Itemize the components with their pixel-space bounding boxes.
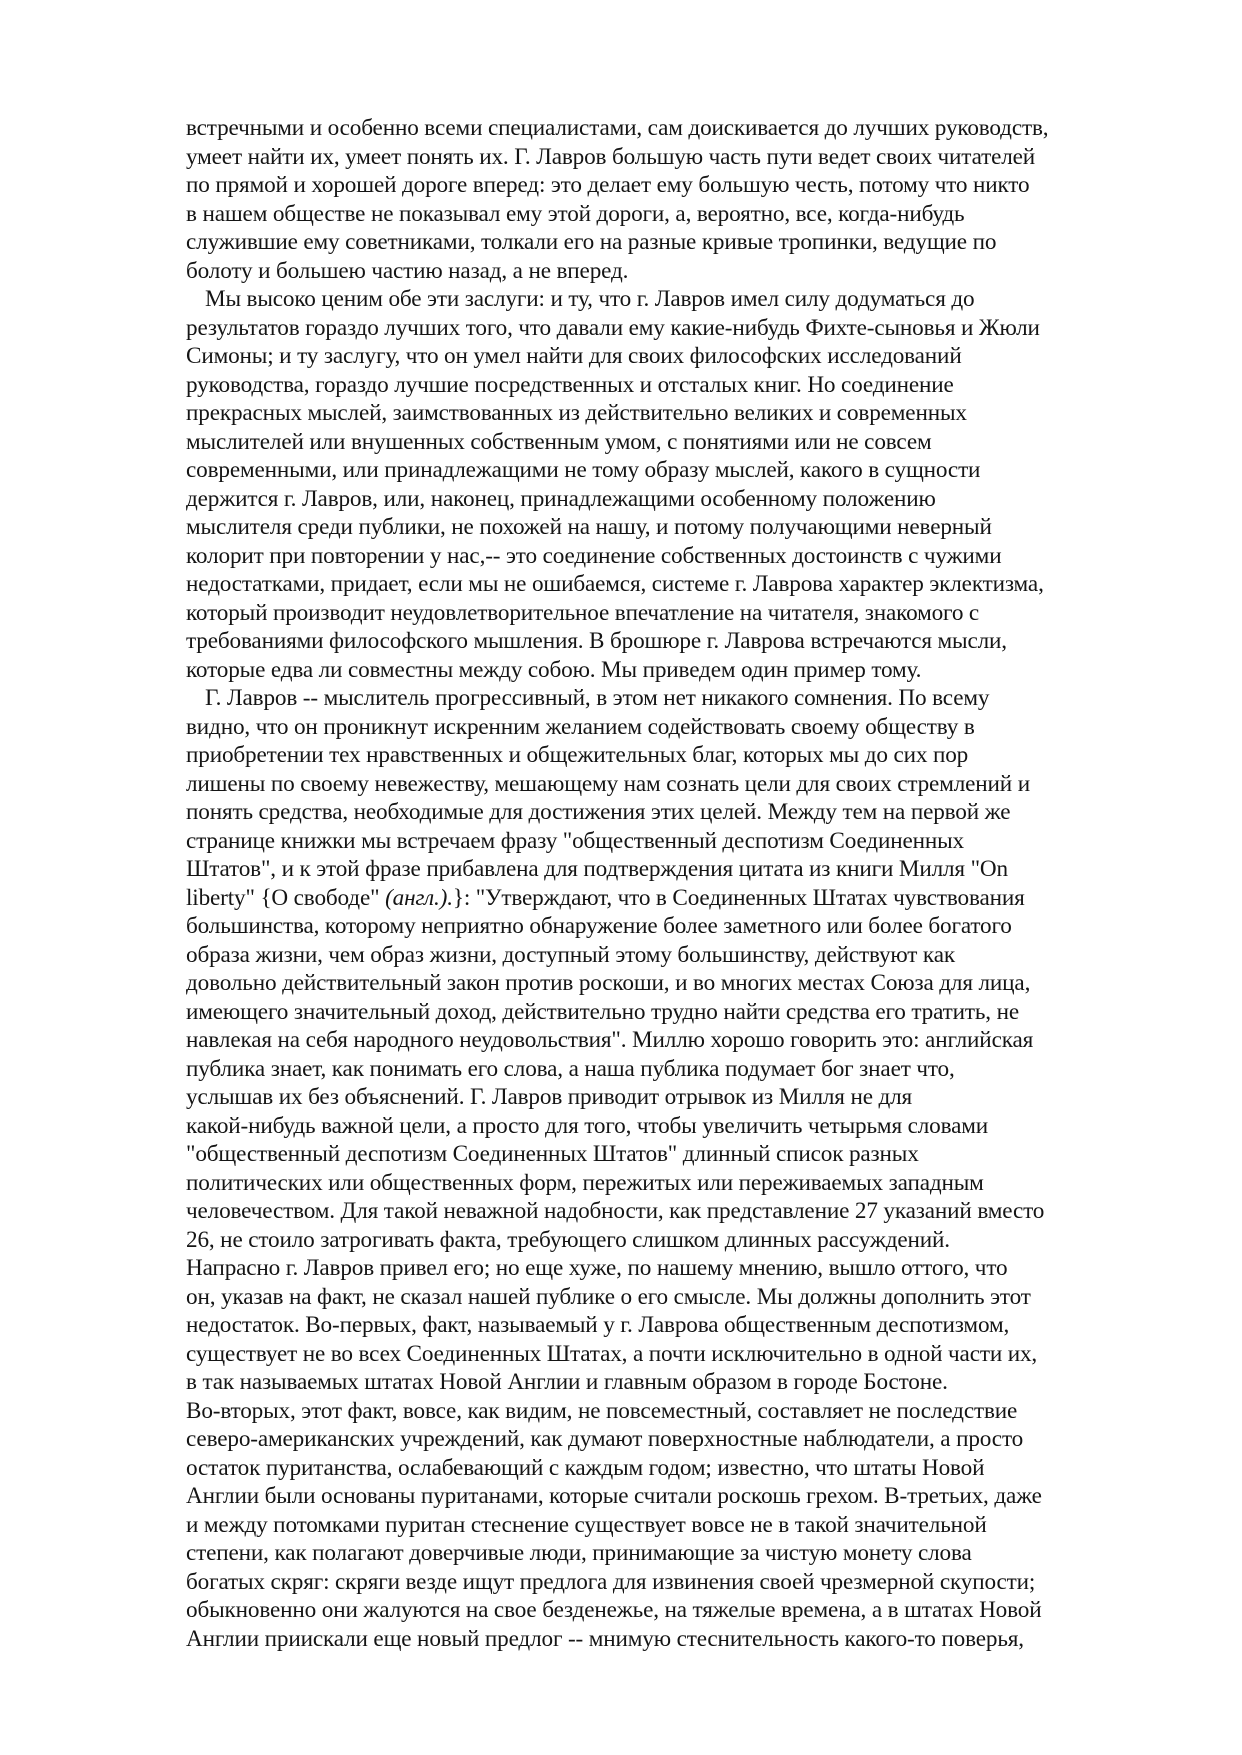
text-line: [186, 770, 1136, 799]
text-line: [186, 713, 1136, 742]
text-line: [186, 1568, 1136, 1597]
text-line-content: результатов гораздо лучших того, что давали ему какие-нибудь Фихте-сыновья и Жюли: [186, 314, 1040, 341]
text-line-content: руководства, гораздо лучшие посредственных и отсталых книг. Но соединение: [186, 371, 954, 398]
text-line-content: в нашем обществе не показывал ему этой дороги, а, вероятно, все, когда-нибудь: [186, 200, 965, 227]
text-line-content: которые едва ли совместны между собою. Мы приведем один пример тому.: [186, 656, 922, 683]
text-line: [186, 1454, 1136, 1483]
text-line: [186, 998, 1136, 1027]
text-line: [186, 114, 1136, 143]
text-line-content: недостаток. Во-первых, факт, называемый у г. Лаврова общественным деспотизмом,: [186, 1312, 1010, 1338]
text-line: [186, 912, 1136, 941]
text-line: [186, 542, 1136, 571]
text-line: [186, 314, 1136, 343]
text-line-content: требованиями философского мышления. В брошюре г. Лаврова встречаются мысли,: [186, 628, 1007, 654]
text-line-content: служившие ему советниками, толкали его на разные кривые тропинки, ведущие по: [186, 229, 997, 255]
text-line-content: Англии приискали еще новый предлог -- мнимую стеснительность какого-то поверья,: [186, 1625, 1024, 1652]
text-line: [186, 1283, 1136, 1312]
text-line-content: Мы высоко ценим обе эти заслуги: и ту, что г. Лавров имел силу додуматься до: [205, 286, 975, 312]
text-line-content: недостатками, придает, если мы не ошибаемся, системе г. Лаврова характер эклектизма,: [186, 571, 1044, 597]
text-line: [186, 656, 1136, 685]
text-line: [186, 1197, 1136, 1226]
text-line-content: Симоны; и ту заслугу, что он умел найти для своих философских исследований: [186, 343, 962, 369]
text-line-continuation: }: "Утверждают, что в Соединенных Штатах чувствования: [452, 884, 1025, 911]
text-line: [186, 1539, 1136, 1568]
text-line-content: современными, или принадлежащими не тому образу мыслей, какого в сущности: [186, 457, 981, 483]
text-line: [186, 1055, 1136, 1084]
text-line: [186, 1169, 1136, 1198]
text-line-content: обыкновенно они жалуются на свое безденежье, на тяжелые времена, а в штатах Новой: [186, 1597, 1042, 1623]
text-line-content: Англии были основаны пуританами, которые считали роскошь грехом. В-третьих, даже: [186, 1483, 1042, 1509]
text-line-content: большинства, которому неприятно обнаружение более заметного или более богатого: [186, 913, 1012, 939]
text-line: [186, 200, 1136, 229]
text-line: [186, 827, 1136, 856]
text-line-content: который производит неудовлетворительное впечатление на читателя, знакомого с: [186, 599, 980, 626]
text-line: [186, 257, 1136, 286]
text-line: [186, 513, 1136, 542]
text-line-content: и между потомками пуритан стеснение существует вовсе не в такой значительной: [186, 1511, 987, 1538]
text-line-content: образа жизни, чем образ жизни, доступный этому большинству, действуют как: [186, 941, 955, 968]
text-line: [186, 855, 1136, 884]
text-line-content: существует не во всех Соединенных Штатах, а почти исключительно в одной части их,: [186, 1340, 1038, 1367]
text-line-content: понять средства, необходимые для достижения этих целей. Между тем на первой же: [186, 799, 1011, 825]
text-line-content: Напрасно г. Лавров привел его; но еще хуже, по нашему мнению, вышло оттого, что: [186, 1255, 1008, 1281]
text-line: [186, 941, 1136, 970]
text-line: [186, 485, 1136, 514]
text-line-content: мыслителей или внушенных собственным умом, с понятиями или не совсем: [186, 428, 932, 455]
text-line: [186, 1368, 1136, 1397]
text-line: [186, 171, 1136, 200]
text-line-content: человечеством. Для такой неважной надобности, как представление 27 указаний вместо: [186, 1198, 1045, 1224]
text-line: [186, 1511, 1136, 1540]
text-line-content: услышав их без объяснений. Г. Лавров приводит отрывок из Милля не для: [186, 1084, 913, 1110]
text-line-content: политических или общественных форм, пережитых или переживаемых западным: [186, 1169, 984, 1196]
text-line-content: Штатов", и к этой фразе прибавлена для подтверждения цитата из книги Милля "On: [186, 856, 1008, 882]
text-line-content: в так называемых штатах Новой Англии и главным образом в городе Бостоне.: [186, 1369, 948, 1395]
text-line: [186, 741, 1136, 770]
text-line: [186, 969, 1136, 998]
text-line-content: какой-нибудь важной цели, а просто для того, чтобы увеличить четырьмя словами: [186, 1112, 989, 1139]
text-line-content: колорит при повторении у нас,-- это соединение собственных достоинств с чужими: [186, 542, 1002, 569]
text-line: [186, 371, 1136, 400]
text-line-content: богатых скряг: скряги везде ищут предлога для извинения своей чрезмерной скупости;: [186, 1568, 1036, 1595]
text-line: [186, 684, 1136, 713]
text-line: [186, 884, 1136, 913]
text-line: [186, 1254, 1136, 1283]
text-line: [186, 399, 1136, 428]
text-line-content: по прямой и хорошей дороге вперед: это делает ему большую честь, потому что никто: [186, 172, 1030, 198]
text-line-content: видно, что он проникнут искренним желанием содействовать своему обществу в: [186, 713, 975, 740]
text-line: [186, 1311, 1136, 1340]
text-line: [186, 1140, 1136, 1169]
text-line-content: он, указав на факт, не сказал нашей публике о его смысле. Мы должны дополнить этот: [186, 1283, 1031, 1310]
text-line-content: приобретении тех нравственных и общежительных благ, которых мы до сих пор: [186, 742, 969, 768]
text-line-content: странице книжки мы встречаем фразу "общественный деспотизм Соединенных: [186, 827, 964, 854]
text-line: [186, 1625, 1136, 1654]
text-line: [186, 798, 1136, 827]
text-line: [186, 1596, 1136, 1625]
text-line-content: болоту и большею частию назад, а не вперед.: [186, 257, 629, 284]
text-line: [186, 342, 1136, 371]
text-line-content: северо-американских учреждений, как думают поверхностные наблюдатели, а просто: [186, 1426, 1024, 1452]
text-line-content: остаток пуританства, ослабевающий с каждым годом; известно, что штаты Новой: [186, 1454, 985, 1481]
text-line-content: мыслителя среди публики, не похожей на нашу, и потому получающими неверный: [186, 514, 992, 540]
text-line-content: Во-вторых, этот факт, вовсе, как видим, не повсеместный, составляет не последствие: [186, 1397, 1018, 1424]
text-line-content: имеющего значительный доход, действительно трудно найти средства его тратить, не: [186, 998, 1019, 1025]
italic-annotation: (англ.).: [385, 884, 453, 911]
text-line: [186, 599, 1136, 628]
text-line: [186, 285, 1136, 314]
text-line: [186, 627, 1136, 656]
text-line-content: степени, как полагают доверчивые люди, принимающие за чистую монету слова: [186, 1540, 972, 1566]
text-line-content: держится г. Лавров, или, наконец, принадлежащими особенному положению: [186, 485, 936, 512]
text-line-content: 26, не стоило затрогивать факта, требующего слишком длинных рассуждений.: [186, 1226, 950, 1253]
text-line-content: Г. Лавров -- мыслитель прогрессивный, в этом нет никакого сомнения. По всему: [205, 685, 990, 711]
text-line: [186, 1482, 1136, 1511]
text-line: [186, 428, 1136, 457]
body-text: [186, 114, 1136, 1653]
text-line: [186, 228, 1136, 257]
text-line: [186, 1397, 1136, 1426]
text-line: [186, 1112, 1136, 1141]
text-line-content: лишены по своему невежеству, мешающему нам сознать цели для своих стремлений и: [186, 770, 1030, 797]
text-line-content: прекрасных мыслей, заимствованных из действительно великих и современных: [186, 400, 967, 426]
text-line: [186, 1226, 1136, 1255]
text-line-content: умеет найти их, умеет понять их. Г. Лавров большую часть пути ведет своих читателей: [186, 143, 1036, 170]
text-line: [186, 1425, 1136, 1454]
text-line: [186, 570, 1136, 599]
text-line: [186, 1026, 1136, 1055]
text-line-content: публика знает, как понимать его слова, а наша публика подумает бог знает что,: [186, 1055, 955, 1082]
text-line-content: "общественный деспотизм Соединенных Штатов" длинный список разных: [186, 1141, 919, 1167]
text-line-content: встречными и особенно всеми специалистами, сам доискивается до лучших руководств,: [186, 115, 1049, 141]
text-line: [186, 1083, 1136, 1112]
text-line-content: навлекая на себя народного неудовольствия". Миллю хорошо говорить это: английская: [186, 1027, 1034, 1053]
text-line: [186, 143, 1136, 172]
text-line-content: liberty" {О свободе": [186, 884, 386, 911]
text-line-content: довольно действительный закон против роскоши, и во многих местах Союза для лица,: [186, 970, 1031, 996]
text-line: [186, 456, 1136, 485]
text-line: [186, 1340, 1136, 1369]
